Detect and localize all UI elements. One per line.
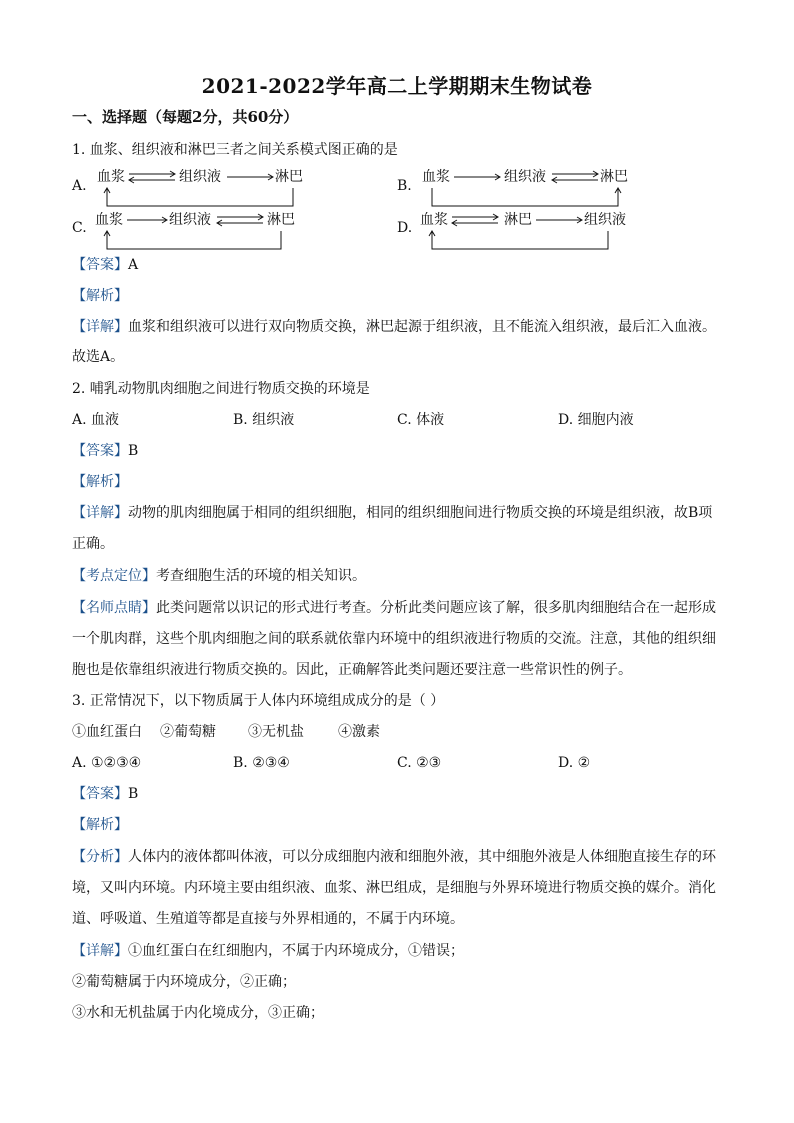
analysis-tag: 【解析】 — [72, 288, 128, 304]
q1-d-node-tissue-fluid: 组织液 — [584, 212, 626, 228]
q1-option-d-diagram — [418, 209, 658, 259]
q1-detail-text: 血浆和组织液可以进行双向物质交换，淋巴起源于组织液，且不能流入组织液，最后汇入血液。 — [128, 319, 716, 335]
q1-stem: 1. 血浆、组织液和淋巴三者之间关系模式图正确的是 — [72, 142, 398, 158]
q1-d-node-lymph: 淋巴 — [504, 212, 532, 228]
q3-fenxi-line-3: 道、呼吸道、生殖道等都是直接与外界相通的，不属于内环境。 — [72, 911, 464, 927]
q2-tip-line-1 — [72, 598, 732, 618]
q1-analysis — [72, 286, 732, 306]
q2-stem: 2. 哺乳动物肌肉细胞之间进行物质交换的环境是 — [72, 381, 370, 397]
q1-option-b-letter: B. — [397, 178, 412, 194]
q2-option-c: C. 体液 — [397, 412, 445, 428]
q3-stem: 3. 正常情况下，以下物质属于人体内环境组成成分的是（ ） — [72, 693, 445, 709]
q2-detail-text: 动物的肌肉细胞属于相同的组织细胞，相同的组织细胞间进行物质交换的环境是组织液，故B项 — [128, 505, 713, 521]
q1-answer-value: A — [128, 257, 139, 273]
q1-detail-line-1 — [72, 317, 732, 337]
teacher-tip-tag: 【名师点睛】 — [72, 600, 156, 616]
q2-detail-line-2: 正确。 — [72, 536, 114, 552]
knowledge-point-tag: 【考点定位】 — [72, 568, 156, 584]
q1-a-node-lymph: 淋巴 — [275, 169, 303, 185]
q3-item-1: ①血红蛋白 — [72, 724, 142, 740]
q1-option-c-letter: C. — [72, 220, 87, 236]
q1-option-c-arrows — [93, 209, 333, 259]
q1-answer — [72, 255, 732, 275]
answer-tag: 【答案】 — [72, 786, 128, 802]
q1-option-c-diagram — [93, 209, 333, 259]
q1-option-a-letter: A. — [72, 178, 87, 194]
q3-detail-text: ①血红蛋白在红细胞内，不属于内环境成分，①错误； — [128, 943, 464, 959]
q2-answer — [72, 441, 732, 461]
q2-tip-line-3: 胞也是依靠组织液进行物质交换的。因此，正确解答此类问题还要注意一些常识性的例子。 — [72, 662, 632, 678]
fenxi-tag: 【分析】 — [72, 849, 128, 865]
q3-analysis — [72, 815, 732, 835]
q2-knowledge-point — [72, 566, 732, 586]
q2-option-b: B. 组织液 — [233, 412, 295, 428]
q3-option-c: C. ②③ — [397, 755, 442, 771]
detail-tag: 【详解】 — [72, 943, 128, 959]
q1-c-node-tissue-fluid: 组织液 — [169, 212, 211, 228]
q3-item-2: ②葡萄糖 — [160, 724, 216, 740]
q2-tip-text: 此类问题常以识记的形式进行考查。分析此类问题应该了解，很多肌肉细胞结合在一起形成 — [156, 600, 716, 616]
detail-tag: 【详解】 — [72, 505, 128, 521]
q3-detail-line-2: ②葡萄糖属于内环境成分，②正确； — [72, 974, 296, 990]
q3-answer-value: B — [128, 786, 139, 802]
q3-option-a: A. ①②③④ — [72, 755, 142, 771]
q2-detail-line-1 — [72, 503, 732, 523]
q1-a-node-tissue-fluid: 组织液 — [179, 169, 221, 185]
q3-answer — [72, 784, 732, 804]
q2-option-a: A. 血液 — [72, 412, 120, 428]
q2-answer-value: B — [128, 443, 139, 459]
section-heading: 一、选择题（每题2分，共60分） — [72, 108, 299, 126]
q3-detail-line-3: ③水和无机盐属于内化境成分，③正确； — [72, 1005, 324, 1021]
q2-option-d: D. 细胞内液 — [558, 412, 634, 428]
q1-c-node-plasma: 血浆 — [95, 212, 123, 228]
q1-detail-line-2: 故选A。 — [72, 349, 125, 365]
q3-fenxi-line-1 — [72, 847, 732, 867]
q1-option-d-letter: D. — [397, 220, 413, 236]
detail-tag: 【详解】 — [72, 319, 128, 335]
q3-option-b: B. ②③④ — [233, 755, 290, 771]
q3-item-3: ③无机盐 — [248, 724, 304, 740]
q1-d-node-plasma: 血浆 — [420, 212, 448, 228]
answer-tag: 【答案】 — [72, 443, 128, 459]
q3-fenxi-line-2: 境，又叫内环境。内环境主要由组织液、血浆、淋巴组成，是细胞与外界环境进行物质交换的媒介。消化 — [72, 880, 716, 896]
q1-b-node-plasma: 血浆 — [422, 169, 450, 185]
q2-knowledge-point-text: 考查细胞生活的环境的相关知识。 — [156, 568, 366, 584]
q2-analysis — [72, 472, 732, 492]
q3-option-d: D. ② — [558, 755, 591, 771]
q3-detail-line-1 — [72, 941, 732, 961]
q1-b-node-lymph: 淋巴 — [600, 169, 628, 185]
analysis-tag: 【解析】 — [72, 474, 128, 490]
q3-fenxi-text: 人体内的液体都叫体液，可以分成细胞内液和细胞外液，其中细胞外液是人体细胞直接生存的环 — [128, 849, 716, 865]
q1-c-node-lymph: 淋巴 — [267, 212, 295, 228]
analysis-tag: 【解析】 — [72, 817, 128, 833]
q2-tip-line-2: 一个肌肉群，这些个肌肉细胞之间的联系就依靠内环境中的组织液进行物质的交流。注意，其他的组织细 — [72, 631, 716, 647]
answer-tag: 【答案】 — [72, 257, 128, 273]
q3-item-4: ④激素 — [338, 724, 380, 740]
page-title: 2021-2022学年高二上学期期末生物试卷 — [201, 74, 593, 98]
q1-b-node-tissue-fluid: 组织液 — [504, 169, 546, 185]
q1-a-node-plasma: 血浆 — [97, 169, 125, 185]
